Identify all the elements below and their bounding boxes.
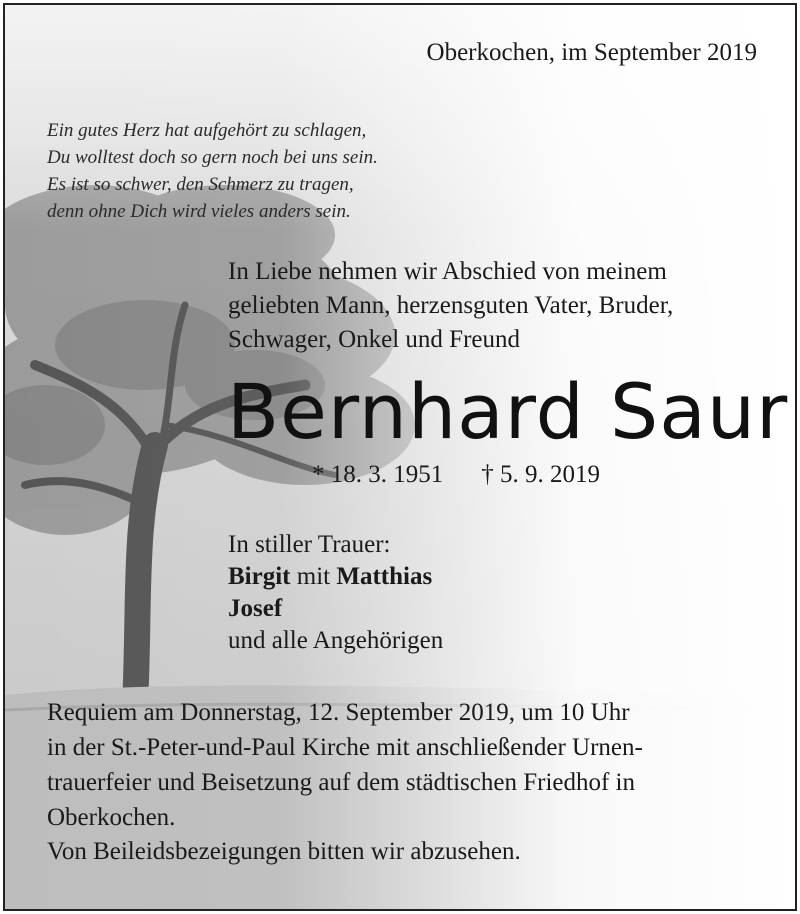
death-date: † 5. 9. 2019 [481, 461, 600, 488]
mourners-others: und alle Angehörigen [228, 627, 444, 654]
poem-line: denn ohne Dich wird vieles anders sein. [47, 201, 351, 222]
poem [47, 117, 378, 225]
requiem-line: Requiem am Donnerstag, 12. September 2019, um 10 Uhr [47, 699, 630, 726]
mourning-intro: In stiller Trauer: [228, 531, 391, 558]
poem-line: Du wolltest doch so gern noch bei uns sein. [47, 147, 378, 168]
mourner-line [228, 561, 443, 593]
farewell-text [228, 255, 673, 357]
mourner-line [228, 593, 443, 625]
requiem-line: trauerfeier und Beisetzung auf dem städtischen Friedhof in [47, 769, 636, 796]
deceased-name: Bernhard Saur [227, 367, 789, 456]
farewell-line: Schwager, Onkel und Freund [228, 326, 520, 353]
mourner-name: Matthias [336, 563, 433, 590]
life-dates [312, 461, 600, 489]
closing-note: Von Beileidsbezeigungen bitten wir abzusehen. [47, 838, 521, 865]
mourner-name: Josef [228, 595, 283, 622]
farewell-line: In Liebe nehmen wir Abschied von meinem [228, 258, 667, 285]
requiem-text [47, 695, 643, 835]
birth-date: * 18. 3. 1951 [312, 461, 444, 488]
mourner-joiner: mit [296, 563, 331, 590]
place-date: Oberkochen, im September 2019 [426, 39, 757, 66]
mourners-block [228, 529, 443, 657]
farewell-line: geliebten Mann, herzensguten Vater, Bruder, [228, 292, 674, 319]
mourner-name: Birgit [228, 563, 291, 590]
requiem-line: in der St.-Peter-und-Paul Kirche mit anschließender Urnen- [47, 734, 643, 761]
obituary-card [3, 3, 797, 911]
poem-line: Ein gutes Herz hat aufgehört zu schlagen, [47, 120, 367, 141]
poem-line: Es ist so schwer, den Schmerz zu tragen, [47, 174, 354, 195]
requiem-line: Oberkochen. [47, 804, 176, 831]
